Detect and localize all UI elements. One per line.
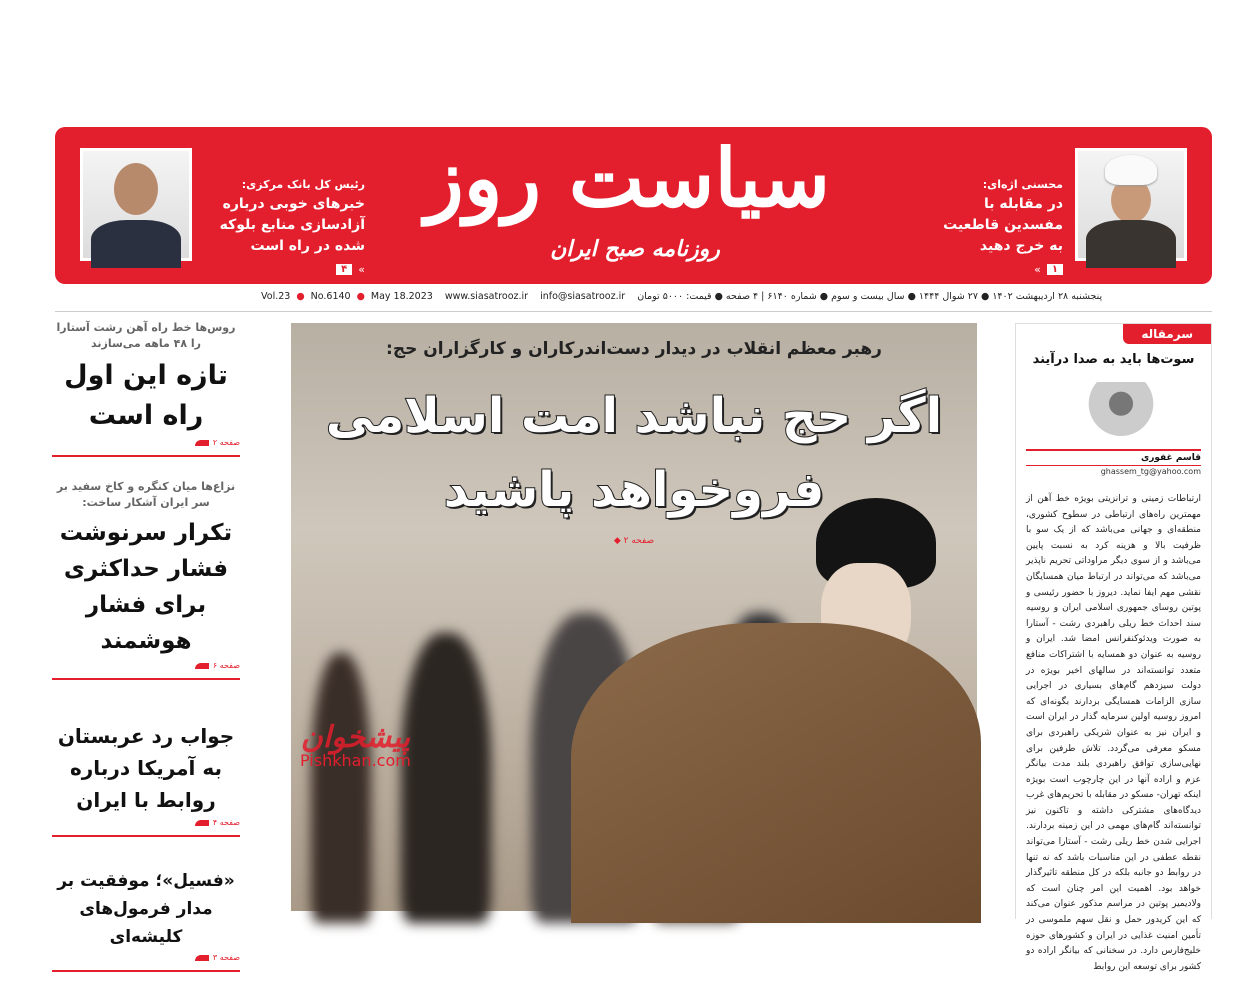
- divider: [55, 311, 1212, 312]
- main-kicker: رهبر معظم انقلاب در دیدار دست‌اندرکاران و کارگزاران حج:: [386, 339, 882, 359]
- page-ref: صفحه ۶: [52, 661, 240, 670]
- masthead-logo: [425, 130, 830, 264]
- chevrons-icon: «: [358, 263, 365, 276]
- main-story-text: [291, 337, 977, 547]
- robe: [571, 623, 981, 923]
- page-ref: [336, 263, 365, 276]
- main-story-photo[interactable]: [291, 323, 977, 911]
- author-email[interactable]: ghassem_tg@yahoo.com: [1026, 465, 1201, 476]
- headline: جواب رد عربستان به آمریکا درباره روابط با ایران: [57, 724, 235, 812]
- main-headline: اگر حج نباشد امت اسلامی فروخواهد پاشید: [325, 388, 943, 518]
- headline: خبرهای خوبی درباره آزادسازی منابع بلوکه شده در راه است: [219, 196, 365, 254]
- website-link[interactable]: www.siasatrooz.ir: [444, 291, 529, 302]
- page-marker-icon: [195, 663, 209, 669]
- page-number: ۴: [336, 264, 352, 275]
- volume: Vol.23: [261, 291, 291, 302]
- editorial-body: ارتباطات زمینی و ترانزیتی بویژه خط آهن از مهمترین راه‌های ارتباطی در سطوح کشوری، منطقه‌ای و جهانی می‌باشد که از یک سو با ظرفیت بالا و هزینه کرد به نسبت پایین می‌باشد و از سوی دیگر مراوداتی تحریم ناپذیر می‌باشد که می‌تواند در ارتباط میان همسایگان نقشی مهم ایفا نماید. دیروز با حضور رئیسی و پوتین روسای جمهوری اسلامی ایران و روسیه سند احداث خط ریلی راهبردی رشت - آستارا به صورت ویدئوکنفرانس امضا شد. ایران و روسیه به عنوان دو همسایه با اشتراکات منافع متعدد توانسته‌اند در سالهای اخیر بویژه در دولت سیزدهم گام‌های بسیاری در اجرایی سازی الزامات همسایگی بردارند بگونه‌ای که امروز روسیه اولین سرمایه گذار در ایران است و ایران نیز به عنوان شریکی راهبردی برای مسکو معرفی می‌گردد. تلاش طرفین برای نهایی‌سازی توافق راهبردی بلند مدت بیانگر عزم و اراده آنها در این چارچوب است بویژه اینکه تهران- مسکو در مقابله با تحریم‌های غرب دیدگاه‌های مشترکی داشته و تاکنون نیز توانسته‌اند گام‌های مهمی در این زمینه بردارند. اجرایی شدن خط ریلی رشت - آستارا می‌تواند نقطه عطفی در این مناسبات باشد که نه تنها در روابط دو جانبه بلکه در کل منطقه تاثیرگذار خواهد بود. اهمیت این امر چنان است که ولادیمیر پوتین در مراسم مذکور عنوان می‌کند که این کریدور حمل و نقل سهم ملموسی در تأمین امنیت غذایی در ایران و کشورهای حوزه خلیج‌فارس دارد. در سخنانی که بیانگر اراده دو کشور برای توسعه این روابط: [1026, 494, 1201, 972]
- author-photo: [1086, 382, 1156, 444]
- page-marker-icon: [195, 955, 209, 961]
- author-name: قاسم غفوری: [1026, 449, 1201, 463]
- kicker: روس‌ها خط راه آهن رشت آستارا را ۴۸ ماهه می‌سازند: [56, 321, 236, 350]
- header-story-left[interactable]: [200, 178, 365, 276]
- page-marker-icon: [195, 440, 209, 446]
- kicker: رئیس کل بانک مرکزی:: [241, 178, 365, 191]
- editorial-tag: سرمقاله: [1123, 324, 1211, 344]
- issue-info-line: Vol.23 ● No.6140 ● May 18.2023 www.siasatrooz.ir info@siasatrooz.ir پنجشنبه ۲۸ اردیبهشت ۱۴۰۲ ● ۲۷ شوال ۱۴۴۴ ● سال بیست و سوم ● شماره ۶۱۴۰ | ۴ صفحه ● قیمت: ۵۰۰۰ تومان: [261, 291, 1103, 302]
- editorial-column[interactable]: [1015, 323, 1212, 972]
- story[interactable]: [52, 479, 240, 680]
- story[interactable]: [52, 702, 240, 837]
- kicker: نزاع‌ها میان کنگره و کاخ سفید بر سر ایران آشکار ساخت:: [56, 480, 236, 509]
- governor-photo: [80, 148, 192, 261]
- story[interactable]: [52, 859, 240, 972]
- date-fa: پنجشنبه ۲۸ اردیبهشت ۱۴۰۲ ● ۲۷ شوال ۱۴۴۴ ● سال بیست و سوم ● شماره ۶۱۴۰ | ۴ صفحه ● قیمت: ۵۰۰۰ تومان: [637, 291, 1103, 302]
- pishkhan-watermark: پیشخوان Pishkhan.com: [300, 720, 411, 770]
- page-number: ۱: [1047, 264, 1063, 275]
- ejei-photo: [1075, 148, 1187, 261]
- page-ref: صفحه ۲: [52, 438, 240, 447]
- page-ref: صفحه ۴: [52, 818, 240, 827]
- date-en: May 18.2023: [370, 291, 433, 302]
- left-column: [52, 320, 240, 994]
- header-story-right[interactable]: [935, 178, 1063, 276]
- issue-number: No.6140: [310, 291, 351, 302]
- headline: تکرار سرنوشت فشار حداکثری برای فشار هوشمند: [59, 520, 233, 654]
- kicker: محسنی اژه‌ای:: [982, 178, 1063, 191]
- newspaper-title: سیاست روز: [425, 131, 830, 225]
- headline: تازه این اول راه است: [64, 360, 228, 431]
- email-link[interactable]: info@siasatrooz.ir: [540, 291, 626, 302]
- page-ref: صفحه ۳: [52, 953, 240, 962]
- headline: «فسیل»؛ موفقیت بر مدار فرمول‌های کلیشه‌ای: [57, 871, 235, 947]
- story[interactable]: [52, 320, 240, 457]
- page-ref: ◆ صفحه ۲: [613, 536, 655, 546]
- editorial-title: سوت‌ها باید به صدا درآیند: [1032, 352, 1195, 367]
- headline: در مقابله با مفسدین قاطعیت به خرج دهید: [943, 196, 1063, 254]
- page-marker-icon: [195, 820, 209, 826]
- chevrons-icon: »: [1034, 263, 1041, 276]
- newspaper-subtitle: روزنامه صبح ایران: [550, 237, 720, 262]
- page-ref: [1034, 263, 1063, 276]
